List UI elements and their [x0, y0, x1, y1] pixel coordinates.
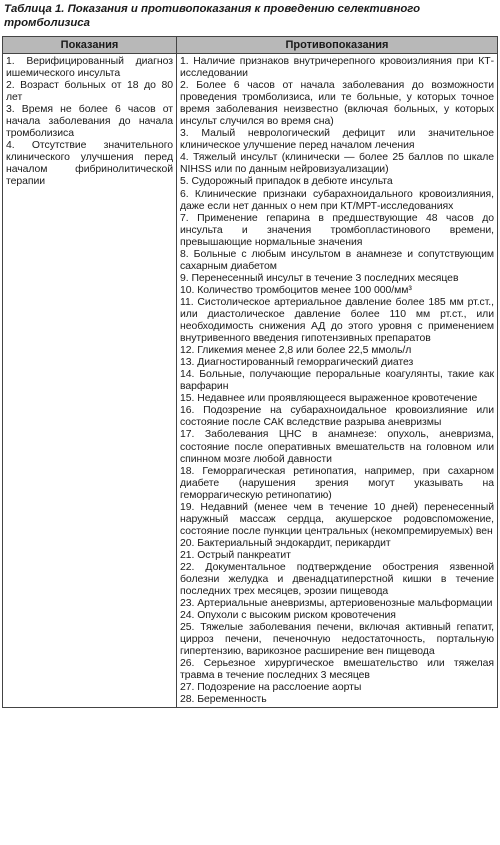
contraindications-cell: [177, 54, 498, 708]
contraindication-item: 23. Артериальные аневризмы, артериовенозные мальформации: [180, 598, 493, 610]
indication-item: 2. Возраст больных от 18 до 80 лет: [6, 80, 173, 104]
contraindication-item: 4. Тяжелый инсульт (клинически — более 25 баллов по шкале NIHSS или по данным нейровизуализации): [180, 152, 494, 176]
contraindication-item: 15. Недавнее или проявляющееся выраженное кровотечение: [180, 393, 478, 405]
contraindication-item: 13. Диагностированный геморрагический диатез: [180, 357, 414, 369]
indication-item: 4. Отсутствие значительного клинического улучшения перед началом фибринолитической терапии: [6, 140, 173, 188]
contraindication-item: 24. Опухоли с высоким риском кровотечения: [180, 610, 396, 622]
contraindication-item: 27. Подозрение на расслоение аорты: [180, 682, 362, 694]
contraindication-item: 21. Острый панкреатит: [180, 549, 291, 561]
contraindication-item: 3. Малый неврологический дефицит или значительное клиническое улучшение перед началом лечения: [180, 128, 494, 152]
contraindication-item: 26. Серьезное хирургическое вмешательство или тяжелая травма в течение последних 3 месяцев: [180, 658, 494, 682]
contraindication-item: 8. Больные с любым инсультом в анамнезе и сопутствующим сахарным диабетом: [180, 248, 494, 272]
indications-header: Показания: [3, 37, 177, 54]
contraindication-item: 11. Систолическое артериальное давление более 185 мм рт.ст., или диастолическое давление более 110 мм рт.ст., или необходимость снижения АД до этого уровня с применением внутривенного введения гипотензивных препаратов: [180, 296, 494, 345]
contraindication-item: 2. Более 6 часов от начала заболевания до возможности проведения тромболизиса, или те больные, у которых точное время заболевания неизвестно (включая больных, у которых инсульт случился во время сна): [180, 80, 494, 128]
contraindication-item: 14. Больные, получающие пероральные коагулянты, такие как варфарин: [180, 369, 494, 393]
contraindication-item: 1. Наличие признаков внутричерепного кровоизлияния при КТ-исследовании: [180, 56, 494, 80]
contraindication-item: 20. Бактериальный эндокардит, перикардит: [180, 537, 391, 549]
contraindications-header: Противопоказания: [177, 37, 498, 54]
indications-table: [2, 36, 498, 708]
table-caption: Таблица 1. Показания и противопоказания к проведению селективного тромболизиса: [4, 3, 421, 29]
contraindication-item: 28. Беременность: [180, 694, 267, 706]
contraindication-item: 6. Клинические признаки субарахноидального кровоизлияния, даже если нет данных о нем при КТ/МРТ-исследованиях: [180, 188, 494, 212]
contraindication-item: 18. Геморрагическая ретинопатия, например, при сахарном диабете (нарушения зрения могут указывать на геморрагическую ретинопатию): [180, 465, 494, 501]
contraindication-item: 19. Недавний (менее чем в течение 10 дней) перенесенный наружный массаж сердца, акушерское родовспоможение, состояние после пункции центральных (некомпремируемых) вен: [180, 501, 494, 537]
contraindication-item: 12. Гликемия менее 2,8 или более 22,5 ммоль/л: [180, 345, 412, 357]
contraindication-item: 17. Заболевания ЦНС в анамнезе: опухоль, аневризма, состояние после оперативных вмешательств на головном или спинном мозге любой давности: [180, 429, 494, 465]
indications-cell: [3, 54, 177, 708]
contraindication-item: 9. Перенесенный инсульт в течение 3 последних месяцев: [180, 272, 459, 284]
contraindication-item: 22. Документальное подтверждение обострения язвенной болезни желудка и двенадцатиперстной кишки в течение последних трех месяцев, эрозии пищевода: [180, 561, 494, 598]
indication-item: 3. Время не более 6 часов от начала заболевания до начала тромболизиса: [6, 104, 173, 140]
indication-item: 1. Верифицированный диагноз ишемического инсульта: [6, 56, 173, 80]
contraindication-item: 7. Применение гепарина в предшествующие 48 часов до инсульта и значения тромбопластинового времени, превышающие нормальные значения: [180, 212, 494, 248]
contraindication-item: 25. Тяжелые заболевания печени, включая активный гепатит, цирроз печени, печеночную недостаточность, портальную гипертензию, варикозное расширение вен пищевода: [180, 622, 494, 658]
contraindication-item: 5. Судорожный припадок в дебюте инсульта: [180, 176, 393, 188]
contraindication-item: 10. Количество тромбоцитов менее 100 000/мм³: [180, 284, 412, 296]
contraindication-item: 16. Подозрение на субарахноидальное кровоизлияние или состояние после САК вследствие разрыва аневризмы: [180, 405, 494, 429]
